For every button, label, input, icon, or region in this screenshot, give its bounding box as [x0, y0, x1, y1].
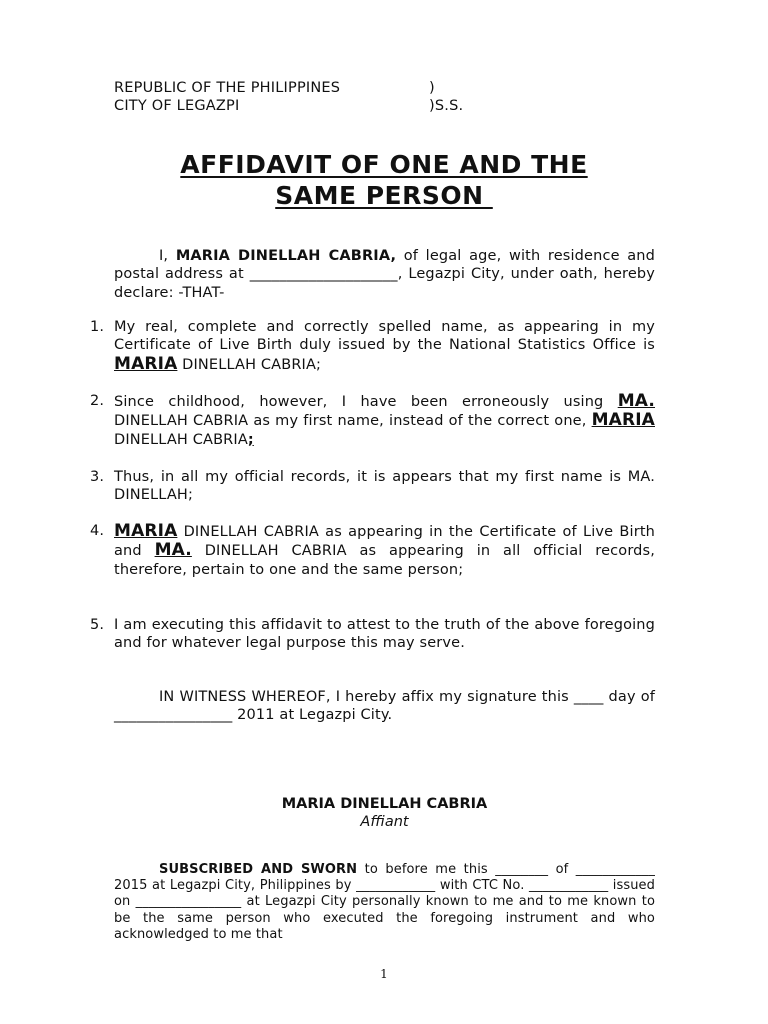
list-number: 3. [90, 469, 105, 485]
venue-paren-2: )S.S. [429, 98, 464, 114]
emphasis-name: MARIA [114, 353, 178, 374]
affiant-signature-name: MARIA DINELLAH CABRIA [281, 796, 488, 812]
list-number: 4. [90, 523, 105, 539]
list-number: 2. [90, 393, 105, 409]
item-text: DINELLAH CABRIA as appearing in the Certificate of Live Birth and [114, 524, 655, 560]
venue-paren-1: ) [429, 80, 435, 96]
affiant-name-intro: MARIA DINELLAH CABRIA, [175, 248, 397, 264]
list-item-3 [90, 468, 655, 505]
emphasis-name: MARIA [114, 521, 178, 541]
item-text: DINELLAH CABRIA; [177, 356, 322, 373]
title-line-1: AFFIDAVIT OF ONE AND THE [180, 150, 588, 179]
item-text: I am executing this affidavit to attest to the truth of the above foregoing and for whatever legal purpose this may serve. [114, 617, 655, 652]
intro-pre: I, [159, 248, 176, 264]
witness-paragraph: IN WITNESS WHEREOF, I hereby affix my signature this ____ day of ________________ 2011 at Legazpi City. [114, 689, 655, 724]
venue-city: CITY OF LEGAZPI [114, 98, 240, 114]
item-text: DINELLAH CABRIA [114, 431, 248, 448]
jurat-text: to before me this ________ of ____________ 2015 at Legazpi City, Philippines by ____________ with CTC No. ____________ issued on ________________ at Legazpi City personally known to me and to me known to be the same person who executed the foregoing instrument and who acknowledged to me that [114, 862, 655, 942]
item-text: DINELLAH CABRIA as appearing in all official records, therefore, pertain to one and the same person; [114, 543, 655, 578]
jurat-lead: SUBSCRIBED AND SWORN [159, 862, 358, 877]
list-number: 1. [90, 319, 105, 335]
venue-header [114, 79, 514, 115]
emphasis-name: MA. [617, 391, 655, 411]
item-text: DINELLAH CABRIA as my first name, instead of the correct one, [114, 413, 592, 430]
list-item-5 [90, 616, 655, 653]
page-number: 1 [380, 967, 388, 981]
item-text: Since childhood, however, I have been erroneously using [114, 394, 618, 410]
venue-line-2 [114, 97, 514, 115]
document-title [100, 149, 668, 211]
intro-paragraph [114, 247, 655, 302]
emphasis-name: MA. [154, 540, 192, 561]
item-text: Thus, in all my official records, it is appears that my first name is MA. DINELLAH; [114, 469, 655, 504]
item-punctuation: ; [247, 431, 254, 448]
signature-block [114, 795, 655, 831]
list-number: 5. [90, 617, 105, 633]
emphasis-name: MARIA [591, 410, 655, 431]
venue-republic: REPUBLIC OF THE PHILIPPINES [114, 80, 341, 96]
list-item-1 [90, 318, 655, 374]
title-line-2: SAME PERSON [275, 181, 493, 210]
intro-post: of legal age, with residence and postal address at ____________________, Legazpi City, under oath, hereby declare: -THAT- [114, 248, 655, 301]
list-item-2 [90, 392, 655, 449]
venue-line-1 [114, 79, 514, 97]
item-text: My real, complete and correctly spelled name, as appearing in my Certificate of Live Birth duly issued by the National Statistics Office is [114, 319, 655, 354]
list-item-4 [90, 522, 655, 579]
affiant-role: Affiant [360, 814, 409, 830]
jurat-paragraph [114, 862, 655, 943]
